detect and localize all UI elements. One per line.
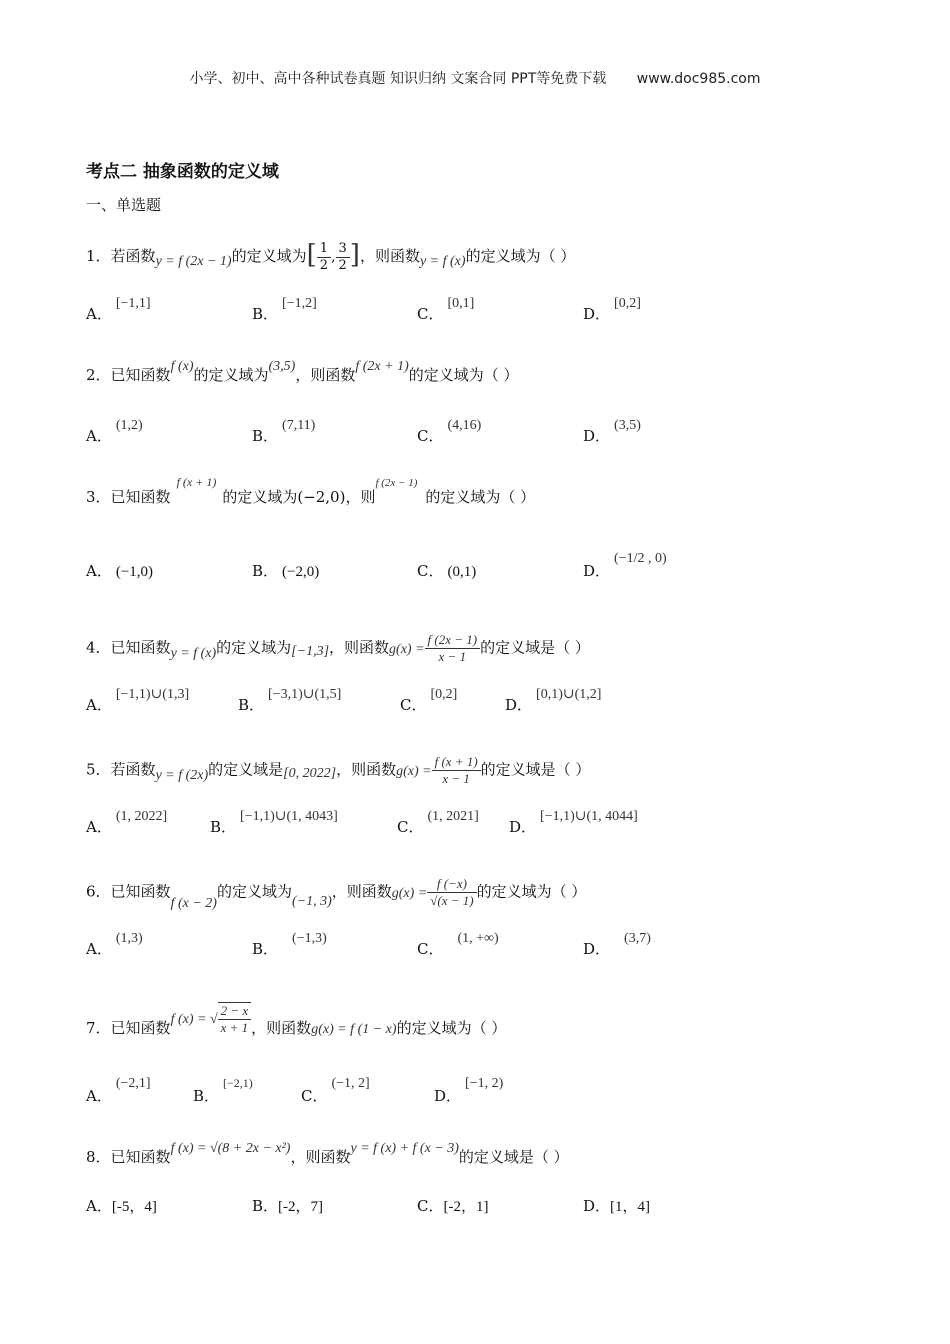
question-3: 3．已知函数$^{f (x + 1)}$的定义域为(−2,0)，则$^{f (2x - 1)}$的定义域为（ ） <box>86 475 536 506</box>
option-d[interactable]: D．[1，4] <box>583 1197 651 1215</box>
option-b[interactable]: B．(7,11) <box>252 418 316 445</box>
header-site: www.doc985.com <box>636 71 761 87</box>
question-5: 5．若函数y = f (2x)的定义域是[0, 2022]，则函数g(x) = $\frac{f (x + 1)}{x - 1}$ 的定义域是（ ） <box>86 754 591 786</box>
option-b[interactable]: B． (−2,0) <box>252 562 320 580</box>
question-text: 若函数 <box>110 247 156 265</box>
option-a[interactable]: A．(−2,1] <box>86 1076 151 1105</box>
math-expression: y = f (x) <box>170 645 217 661</box>
option-c[interactable]: C．(4,16) <box>417 418 482 445</box>
bracket-right-icon: ] <box>349 240 360 270</box>
math-expression: g(x) = f (1 − x) <box>311 1022 397 1037</box>
option-d[interactable]: D．[0,1)∪(1,2] <box>505 687 602 714</box>
option-a[interactable]: A．(1,2) <box>86 418 143 445</box>
math-expression: f (x) = √ <box>170 1012 218 1027</box>
section-heading: 一、单选题 <box>86 196 162 214</box>
math-expression: f (x − 2) <box>170 895 217 911</box>
math-expression: g(x) = <box>391 885 428 901</box>
option-d[interactable]: D．[−1, 2) <box>434 1076 504 1105</box>
math-expression: (−1, 3) <box>291 893 332 909</box>
fraction: $\frac{3}{2}$ <box>336 241 350 274</box>
question-1: 1．若函数y = f (2x − 1)的定义域为[ $\frac{1}{2}$ , $\frac{3}{2}$ ]，则函数y = f (x)的定义域为（ ） <box>86 240 576 273</box>
option-d[interactable]: D．[0,2] <box>583 296 641 323</box>
page-header <box>0 68 950 88</box>
option-c[interactable]: C． (0,1) <box>417 562 477 580</box>
math-expression: [−1,3] <box>291 643 330 659</box>
math-expression: f (2x − 1) <box>375 477 418 489</box>
fraction: $\frac{f (x + 1)}{x - 1}$ <box>432 754 481 787</box>
option-c[interactable]: C．(1, +∞) <box>417 931 499 958</box>
option-a[interactable]: A．[−1,1)∪(1,3] <box>86 687 190 714</box>
math-expression: y = f (2x) <box>155 767 209 783</box>
question-4: 4．已知函数y = f (x)的定义域为[−1,3]，则函数g(x) = $\frac{f (2x - 1)}{x - 1}$ 的定义域是（ ） <box>86 632 590 664</box>
math-expression: f (x) = √(8 + 2x − x²) <box>170 1141 291 1156</box>
question-number: 1． <box>86 247 111 265</box>
bracket-left-icon: [ <box>306 240 317 270</box>
option-c[interactable]: C．(−1, 2] <box>301 1076 370 1105</box>
option-a[interactable]: A．(1,3) <box>86 931 143 958</box>
math-expression: y = f (x) <box>419 254 466 269</box>
fraction: $\frac{2 - x}{x + 1}$ <box>218 1002 252 1036</box>
option-d[interactable]: D．(3,7) <box>583 931 651 958</box>
option-b[interactable]: B．[−1,2] <box>252 296 317 323</box>
question-text: 的定义域为 <box>231 247 307 265</box>
option-a[interactable]: A．[−1,1] <box>86 296 151 323</box>
option-b[interactable]: B．[−1,1)∪(1, 4043] <box>210 809 338 836</box>
question-8: 8．已知函数f (x) = √(8 + 2x − x²)，则函数y = f (x) + f (x − 3)的定义域是（ ） <box>86 1141 569 1166</box>
header-text: 小学、初中、高中各种试卷真题 知识归纳 文案合同 PPT等免费下载 <box>189 71 607 87</box>
math-expression: f (x) <box>170 359 194 374</box>
option-a[interactable]: A．(1, 2022] <box>86 809 168 836</box>
option-c[interactable]: C．[-2，1] <box>417 1197 489 1215</box>
math-expression: y = f (2x − 1) <box>155 254 232 269</box>
option-a[interactable]: A．[-5，4] <box>86 1197 157 1215</box>
math-expression: [0, 2022] <box>283 765 337 781</box>
option-b[interactable]: B．[-2，7] <box>252 1197 324 1215</box>
page-title: 考点二 抽象函数的定义域 <box>86 162 279 182</box>
option-c[interactable]: C．(1, 2021] <box>397 809 479 836</box>
option-b[interactable]: B．(−1,3) <box>252 931 327 958</box>
math-expression: g(x) = <box>389 641 425 657</box>
question-6: 6．已知函数f (x − 2)的定义域为(−1, 3)，则函数g(x) = $\frac{f (-x)}{√(x - 1)}$ 的定义域为（ ） <box>86 876 587 911</box>
question-text: ，则函数 <box>359 247 420 265</box>
math-expression: (3,5) <box>268 359 296 374</box>
fraction: $\frac{f (2x - 1)}{x - 1}$ <box>425 632 481 665</box>
option-d[interactable]: D．(−1/2 , 0) <box>583 551 667 580</box>
question-2: 2．已知函数f (x)的定义域为(3,5)，则函数f (2x + 1)的定义域为（ ） <box>86 359 519 384</box>
question-text: 的定义域为（ ） <box>465 247 576 265</box>
fraction: $\frac{1}{2}$ <box>317 241 331 274</box>
math-expression: y = f (x) + f (x − 3) <box>350 1141 459 1156</box>
option-b[interactable]: B．[−3,1)∪(1,5] <box>238 687 342 714</box>
math-expression: f (x + 1) <box>176 475 217 489</box>
math-expression: f (2x + 1) <box>355 359 409 374</box>
option-d[interactable]: D．[−1,1)∪(1, 4044] <box>509 809 638 836</box>
fraction: $\frac{f (-x)}{√(x - 1)}$ <box>427 876 476 909</box>
option-b[interactable]: B．$^{[-2,1)}$ <box>193 1076 253 1105</box>
option-d[interactable]: D．(3,5) <box>583 418 641 445</box>
question-7: 7．已知函数f (x) = √ $\frac{2 - x}{x + 1}$ ，则函数g(x) = f (1 − x)的定义域为（ ） <box>86 1003 507 1037</box>
option-c[interactable]: C．[0,2] <box>400 687 458 714</box>
option-c[interactable]: C．[0,1] <box>417 296 475 323</box>
option-a[interactable]: A． (−1,0) <box>86 562 154 580</box>
math-expression: g(x) = <box>396 763 432 779</box>
